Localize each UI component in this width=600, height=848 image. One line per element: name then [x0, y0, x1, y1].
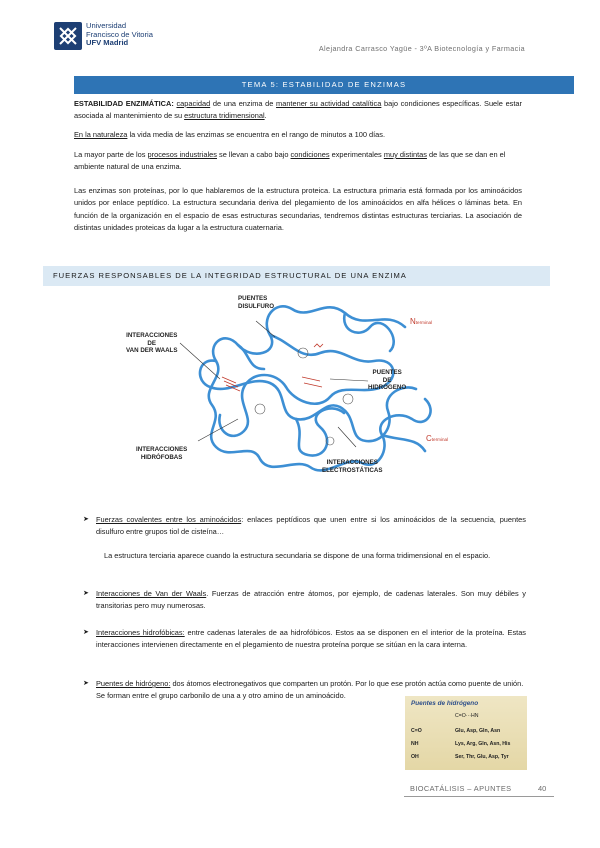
- hbond-residues: Ser, Thr, Glu, Asp, Tyr: [455, 754, 509, 760]
- text: de las que se dan en el ambiente natural de una enzima.: [74, 150, 506, 172]
- arrow-bullet-icon: ➤: [83, 680, 89, 687]
- text: la vida media de las enzimas se encuentra en el rango de minutos a 100 días.: [127, 130, 386, 139]
- label-electrostatic-interactions: [322, 459, 383, 474]
- note-tertiary-structure: La estructura terciaria aparece cuando la estructura secundaria se dispone de una forma tridimensional en el espacio.: [104, 551, 491, 560]
- term-enzymatic-stability: ESTABILIDAD ENZIMÁTICA:: [74, 99, 174, 108]
- protein-folding-figure: [120, 291, 470, 483]
- label-hydrogen-bonds: [368, 369, 406, 392]
- underline-hydrophobic: Interacciones hidrofóbicas:: [96, 628, 185, 637]
- bullet-covalent-forces: [83, 514, 526, 539]
- arrow-bullet-icon: ➤: [83, 516, 89, 523]
- underline-catalytic-activity: mantener su actividad catalítica: [276, 99, 382, 108]
- text: dos átomos electronegativos que comparten un protón. Por lo que ese protón actúa como puente de unión. Se forman entre el grupo carbonilo de una a y otro amino de un aminoácido.: [96, 679, 524, 701]
- label-line: INTERACCIONES: [136, 446, 188, 453]
- label-line: PUENTES: [372, 369, 402, 376]
- label-line: DE: [147, 339, 157, 347]
- label-line: INTERACCIONES: [126, 332, 178, 339]
- text: entre cadenas laterales de aa hidrofóbicos. Estos aa se disponen en el interior de la proteína. Estas interacciones intervienen directamente en el plegamiento de nuestra proteína porque se sitúan en la cara interna.: [96, 628, 526, 650]
- hydrogen-bond-table: [405, 696, 527, 770]
- label-hydrophobic-interactions: [136, 446, 187, 461]
- text: .: [264, 111, 267, 121]
- footer-label: BIOCATÁLISIS – APUNTES: [410, 784, 512, 793]
- side-chain-rings: [255, 348, 353, 445]
- label-line: DE: [382, 376, 392, 384]
- label-line: INTERACCIONES: [326, 459, 378, 466]
- label-line: ELECTROSTÁTICAS: [322, 466, 383, 474]
- label-line: VAN DER WAALS: [126, 347, 178, 355]
- paragraph-stability-definition: [74, 98, 522, 123]
- hbond-residues: Glu, Asp, Gln, Asn: [455, 728, 501, 734]
- label-line: PUENTES: [238, 295, 268, 302]
- university-logo: [54, 22, 166, 54]
- label-van-der-waals: [126, 332, 177, 355]
- label-c: C: [426, 434, 432, 443]
- label-line: HIDRÓGENO: [368, 384, 407, 392]
- hbond-table-header: C=O···HN: [455, 713, 479, 719]
- logo-line-2: Francisco de Vitoria: [86, 29, 153, 39]
- underline-conditions: condiciones: [290, 150, 330, 159]
- underline-in-nature: En la naturaleza: [74, 130, 128, 139]
- page-number: 40: [538, 784, 547, 793]
- text: . Fuerzas de atracción entre átomos, por ejemplo, de cadenas laterales. Son muy débiles y transitorias pero muy numerosas.: [96, 589, 527, 611]
- bullet-hydrophobic: [83, 627, 526, 652]
- paragraph-protein-structure: Las enzimas son proteínas, por lo que hablaremos de la estructura proteica. La estructura primaria está formada por los aminoácidos unidos por enlace peptídico. La estructura secundaria deriva del plegamiento de los aminoácidos en alfa hélices o láminas beta. En función de la organización en el espacio de esas estructuras secundarias, tendremos distintas estructuras terciarias. La asociación de distintas unidades proteicas da lugar a la estructura cuaternaria.: [74, 186, 522, 233]
- label-n-terminal: [410, 318, 432, 327]
- topic-title-band: TEMA 5: ESTABILIDAD DE ENZIMAS: [74, 76, 574, 94]
- section-title-band: FUERZAS RESPONSABLES DE LA INTEGRIDAD ESTRUCTURAL DE UNA ENZIMA: [43, 266, 550, 286]
- bullet-van-der-waals: [83, 588, 527, 613]
- underline-hydrogen-bonds: Puentes de hidrógeno:: [96, 679, 171, 688]
- label-disulfide-bridges: [238, 295, 274, 310]
- hbond-group: C=O: [411, 728, 422, 734]
- text: de una enzima de: [210, 99, 277, 108]
- label-n-sub: terminal: [415, 320, 433, 325]
- logo-wordmark: [86, 22, 153, 48]
- hbond-table-title: Puentes de hidrógeno: [411, 700, 479, 707]
- hbond-group: NH: [411, 741, 419, 747]
- label-line: DISULFURO: [238, 302, 275, 310]
- label-c-terminal: [426, 435, 448, 444]
- underline-van-der-waals: Interacciones de Van der Waals: [96, 589, 207, 598]
- label-c-sub: terminal: [431, 437, 449, 442]
- paragraph-industrial-processes: [74, 149, 522, 174]
- underline-3d-structure: estructura tridimensional: [184, 111, 265, 121]
- arrow-bullet-icon: ➤: [83, 629, 89, 636]
- text: se llevan a cabo bajo: [216, 150, 291, 159]
- footer-divider: [404, 796, 554, 797]
- label-n: N: [410, 317, 416, 326]
- underline-industrial-processes: procesos industriales: [147, 150, 217, 159]
- disulfide-marker: [314, 344, 323, 347]
- logo-line-3: UFV Madrid: [86, 38, 129, 47]
- underline-covalent-forces: Fuerzas covalentes entre los aminoácidos: [96, 515, 242, 524]
- hbond-group: OH: [411, 754, 419, 760]
- ufv-logo-icon: [54, 22, 82, 50]
- logo-line-1: Universidad: [86, 21, 127, 30]
- text: experimentales: [329, 150, 384, 159]
- header-author: Alejandra Carrasco Yagüe - 3ºA Biotecnología y Farmacia: [318, 44, 525, 53]
- hbond-marker: [302, 377, 322, 387]
- arrow-bullet-icon: ➤: [83, 590, 89, 597]
- paragraph-nature-half-life: [74, 129, 522, 141]
- underline-very-different: muy distintas: [383, 150, 427, 159]
- text: : enlaces peptídicos que unen entre si los aminoácidos de la secuencia, puentes disulfuro entre grupos tiol de cisteína…: [96, 515, 526, 537]
- text: La mayor parte de los: [74, 150, 148, 159]
- underline-capacity: capacidad: [176, 99, 211, 108]
- text: bajo condiciones específicas. Suele estar asociada al mantenimiento de su: [74, 99, 522, 121]
- hbond-residues: Lys, Arg, Gln, Asn, His: [455, 741, 511, 747]
- label-line: HIDRÓFOBAS: [140, 453, 183, 461]
